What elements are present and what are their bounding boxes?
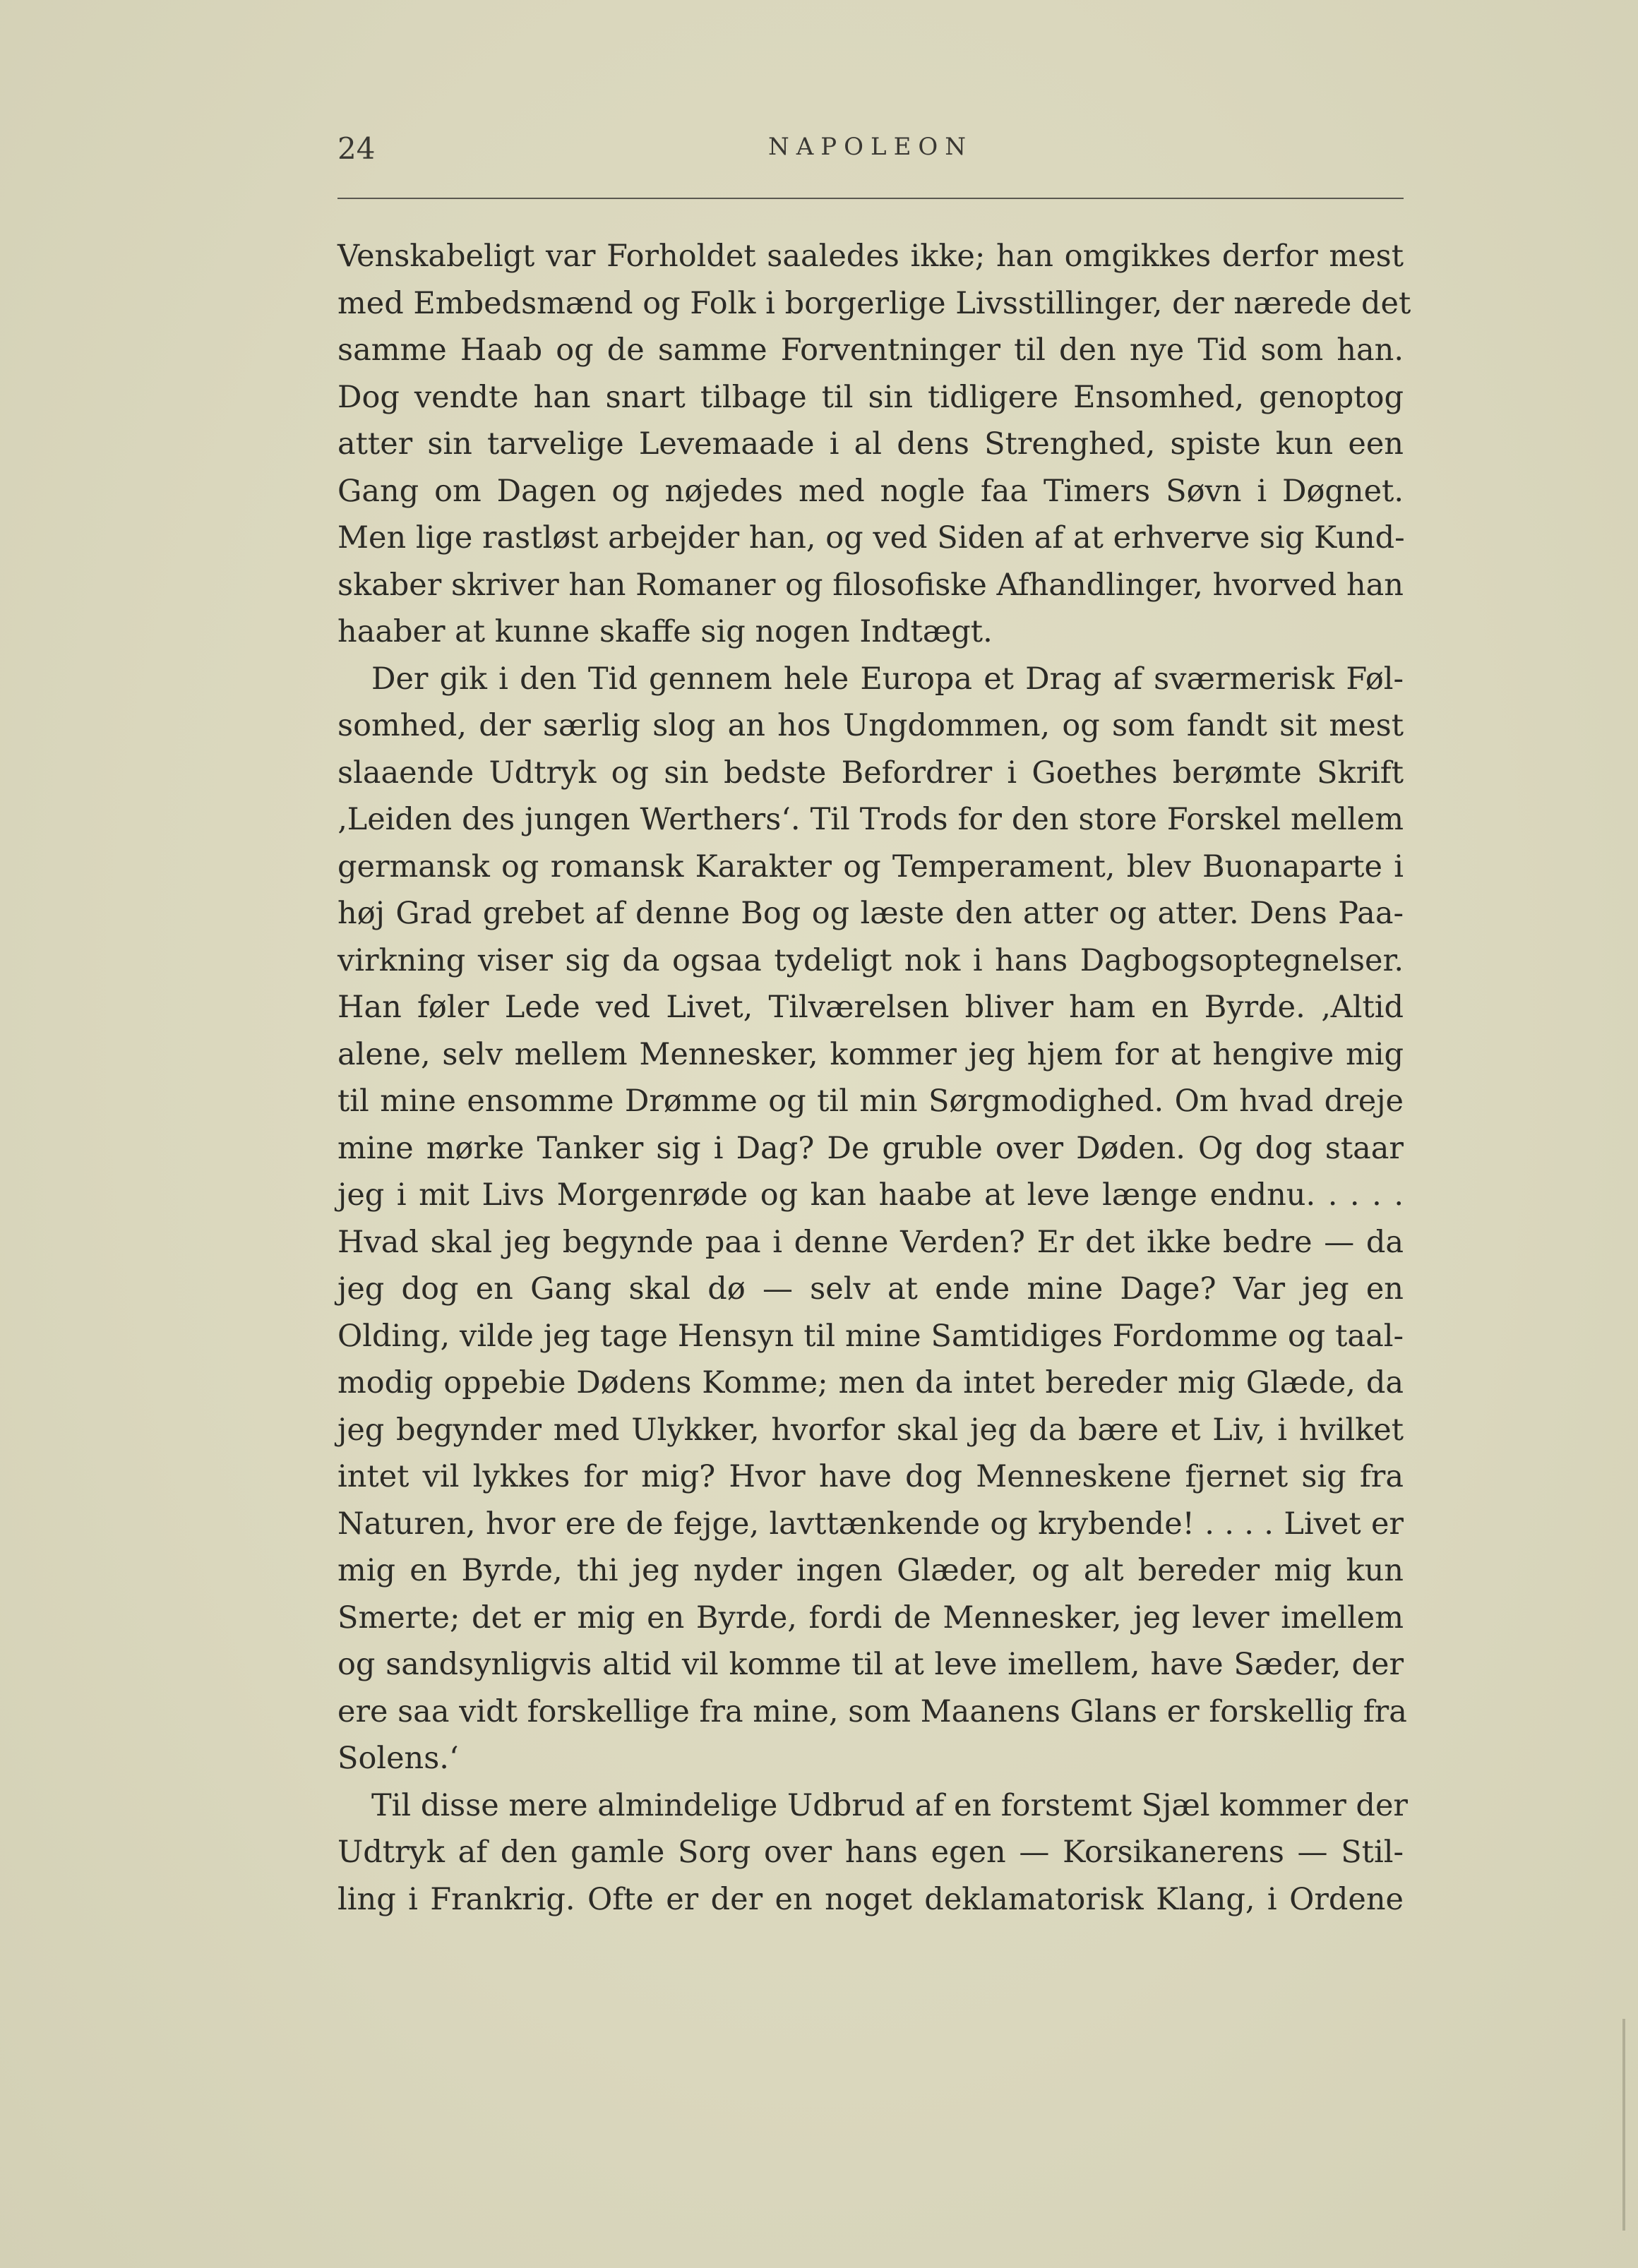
text-line: samme Haab og de samme Forventninger til den nye Tid som han.	[337, 332, 1404, 368]
text-line: Der gik i den Tid gennem hele Europa et Drag af sværmerisk Føl-	[371, 661, 1404, 697]
body-text	[337, 233, 1411, 1923]
text-line: Men lige rastløst arbejder han, og ved Siden af at erhverve sig Kund-	[337, 520, 1405, 556]
page-header	[337, 126, 1404, 175]
text-line: høj Grad grebet af denne Bog og læste den atter og atter. Dens Paa-	[337, 896, 1404, 931]
text-line: Solens.‘	[337, 1741, 459, 1776]
text-line: ere saa vidt forskellige fra mine, som Maanens Glans er forskellig fra	[337, 1693, 1407, 1729]
text-line: germansk og romansk Karakter og Temperament, blev Buonaparte i	[337, 848, 1404, 884]
text-line: Smerte; det er mig en Byrde, fordi de Mennesker, jeg lever imellem	[337, 1600, 1404, 1636]
text-line: modig oppebie Dødens Komme; men da intet bereder mig Glæde, da	[337, 1365, 1404, 1400]
text-line: Han føler Lede ved Livet, Tilværelsen bliver ham en Byrde. ‚Altid	[337, 990, 1404, 1025]
paragraph	[337, 656, 1407, 1782]
text-line: alene, selv mellem Mennesker, kommer jeg hjem for at hengive mig	[337, 1036, 1404, 1072]
text-line: virkning viser sig da ogsaa tydeligt nok i hans Dagbogsoptegnelser.	[337, 942, 1404, 978]
text-line: til mine ensomme Drømme og til min Sørgmodighed. Om hvad dreje	[337, 1084, 1404, 1119]
page-edge-mark	[1622, 2019, 1625, 2231]
text-line: mig en Byrde, thi jeg nyder ingen Glæder, og alt bereder mig kun	[337, 1553, 1404, 1588]
text-line: Hvad skal jeg begynde paa i denne Verden? Er det ikke bedre — da	[337, 1224, 1404, 1260]
paragraph	[337, 233, 1411, 656]
text-line: jeg i mit Livs Morgenrøde og kan haabe at leve længe endnu. . . . .	[337, 1177, 1404, 1213]
paragraph	[337, 1782, 1408, 1924]
header-rule	[337, 198, 1404, 199]
text-line: ‚Leiden des jungen Werthers‘. Til Trods for den store Forskel mellem	[337, 802, 1404, 837]
text-line: somhed, der særlig slog an hos Ungdommen, og som fandt sit mest	[337, 708, 1404, 743]
text-line: Gang om Dagen og nøjedes med nogle faa Timers Søvn i Døgnet.	[337, 473, 1404, 509]
text-line: atter sin tarvelige Levemaade i al dens Strenghed, spiste kun een	[337, 426, 1404, 462]
text-line: Naturen, hvor ere de fejge, lavttænkende og krybende! . . . . Livet er	[337, 1506, 1404, 1542]
text-line: Udtryk af den gamle Sorg over hans egen — Korsikanerens — Stil-	[337, 1835, 1404, 1870]
text-line: Dog vendte han snart tilbage til sin tidligere Ensomhed, genoptog	[337, 379, 1404, 415]
text-line: ling i Frankrig. Ofte er der en noget deklamatorisk Klang, i Ordene	[337, 1881, 1404, 1917]
text-line: og sandsynligvis altid vil komme til at leve imellem, have Sæder, der	[337, 1647, 1404, 1682]
text-line: Til disse mere almindelige Udbrud af en forstemt Sjæl kommer der	[371, 1787, 1408, 1823]
text-line: med Embedsmænd og Folk i borgerlige Livsstillinger, der nærede det	[337, 285, 1411, 321]
text-line: Olding, vilde jeg tage Hensyn til mine Samtidiges Fordomme og taal-	[337, 1318, 1404, 1354]
text-line: mine mørke Tanker sig i Dag? De gruble over Døden. Og dog staar	[337, 1130, 1404, 1166]
text-line: haaber at kunne skaffe sig nogen Indtægt.	[337, 614, 993, 649]
text-line: slaaende Udtryk og sin bedste Befordrer i Goethes berømte Skrift	[337, 755, 1404, 791]
text-line: intet vil lykkes for mig? Hvor have dog Menneskene fjernet sig fra	[337, 1459, 1404, 1494]
text-line: jeg dog en Gang skal dø — selv at ende mine Dage? Var jeg en	[337, 1271, 1404, 1307]
text-line: Venskabeligt var Forholdet saaledes ikke; han omgikkes derfor mest	[337, 239, 1404, 274]
running-title: NAPOLEON	[767, 133, 974, 161]
text-line: skaber skriver han Romaner og filosofiske Afhandlinger, hvorved han	[337, 567, 1404, 603]
page-number: 24	[337, 131, 376, 166]
text-line: jeg begynder med Ulykker, hvorfor skal jeg da bære et Liv, i hvilket	[337, 1412, 1404, 1448]
